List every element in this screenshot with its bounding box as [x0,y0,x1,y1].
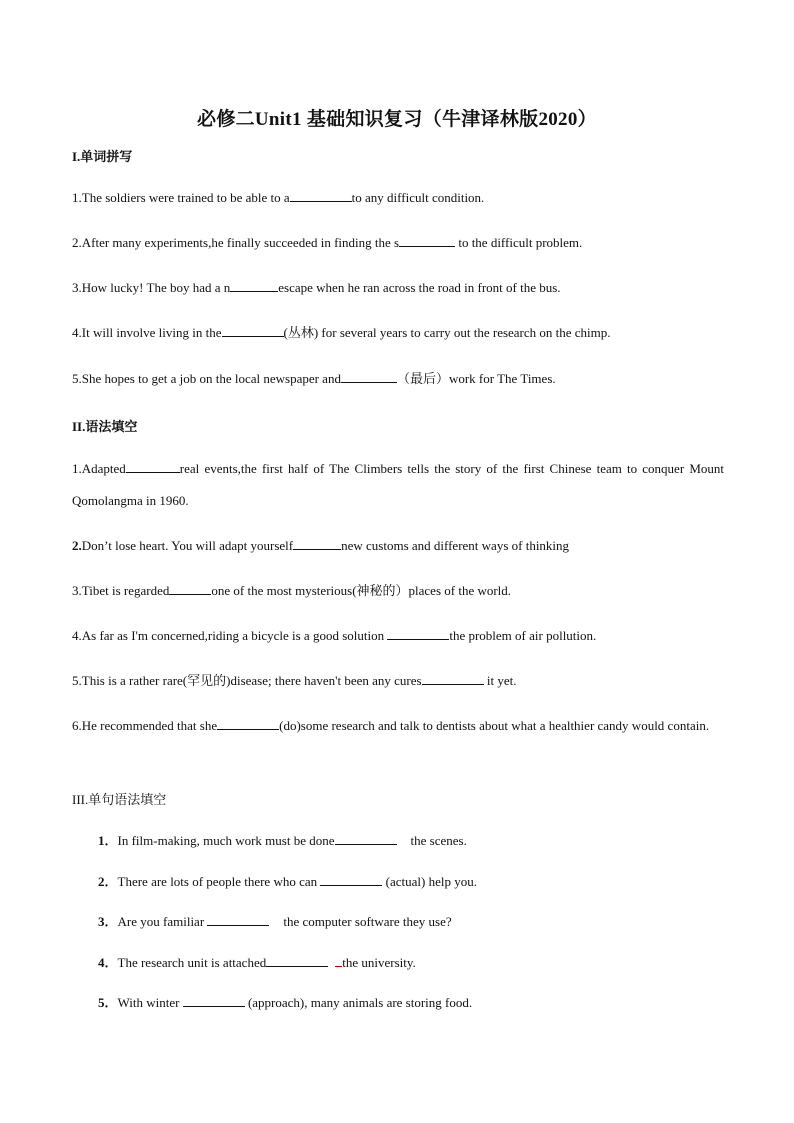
answer-blank[interactable] [399,234,455,247]
section-heading-spelling: I.单词拼写 [72,149,133,164]
question-3-5: 5．With winter (approach), many animals are storing food. [98,995,473,1010]
answer-blank[interactable] [183,994,245,1007]
answer-blank[interactable] [290,189,352,202]
question-2-4: 4.As far as I'm concerned,riding a bicycle is a good solution the problem of air pollution. [72,628,597,643]
answer-blank[interactable] [293,537,341,550]
answer-blank[interactable] [320,873,382,886]
question-2-6: 6.He recommended that she (do)some research and talk to dentists about what a healthier candy would contain. [72,718,710,733]
answer-blank[interactable] [335,832,397,845]
answer-blank[interactable] [169,582,211,595]
question-2-3: 3.Tibet is regarded one of the most mysterious(神秘的）places of the world. [72,583,512,598]
answer-blank[interactable] [126,460,180,473]
question-3-2: 2．There are lots of people there who can (actual) help you. [98,874,477,889]
question-1-4: 4.It will involve living in the (丛林) for several years to carry out the research on the chimp. [72,325,611,340]
answer-blank[interactable] [266,954,328,967]
answer-blank[interactable] [207,913,269,926]
answer-blank[interactable] [230,279,278,292]
answer-blank[interactable] [422,672,484,685]
answer-blank[interactable] [387,627,449,640]
page-title: 必修二Unit1 基础知识复习（牛津译林版2020） [197,109,597,130]
question-3-3: 3．Are you familiar the computer software they use? [98,914,452,929]
answer-blank[interactable] [222,324,284,337]
question-1-5: 5.She hopes to get a job on the local newspaper and （最后）work for The Times. [72,371,556,386]
question-1-3: 3.How lucky! The boy had a n escape when he ran across the road in front of the bus. [72,280,561,295]
section-heading-grammar: II.语法填空 [72,419,138,434]
question-1-2: 2.After many experiments,he finally succeeded in finding the s to the difficult problem. [72,235,583,250]
question-1-1: 1.The soldiers were trained to be able to a to any difficult condition. [72,190,485,205]
question-3-1: 1．In film-making, much work must be done the scenes. [98,833,467,848]
question-3-4: 4．The research unit is attached the university. [98,955,416,970]
question-2-1: 1.Adapted real events,the first half of The Climbers tells the story of the first Chinese team to conquer Mount Qomolangma in 1960. [72,461,724,508]
answer-blank[interactable] [341,370,397,383]
section-heading-sentence-grammar: III.单句语法填空 [72,792,167,807]
answer-blank[interactable] [217,717,279,730]
question-2-5: 5.This is a rather rare(罕见的)disease; there haven't been any cures it yet. [72,673,517,688]
question-2-2: 2.Don’t lose heart. You will adapt yourself new customs and different ways of thinking [72,538,570,553]
